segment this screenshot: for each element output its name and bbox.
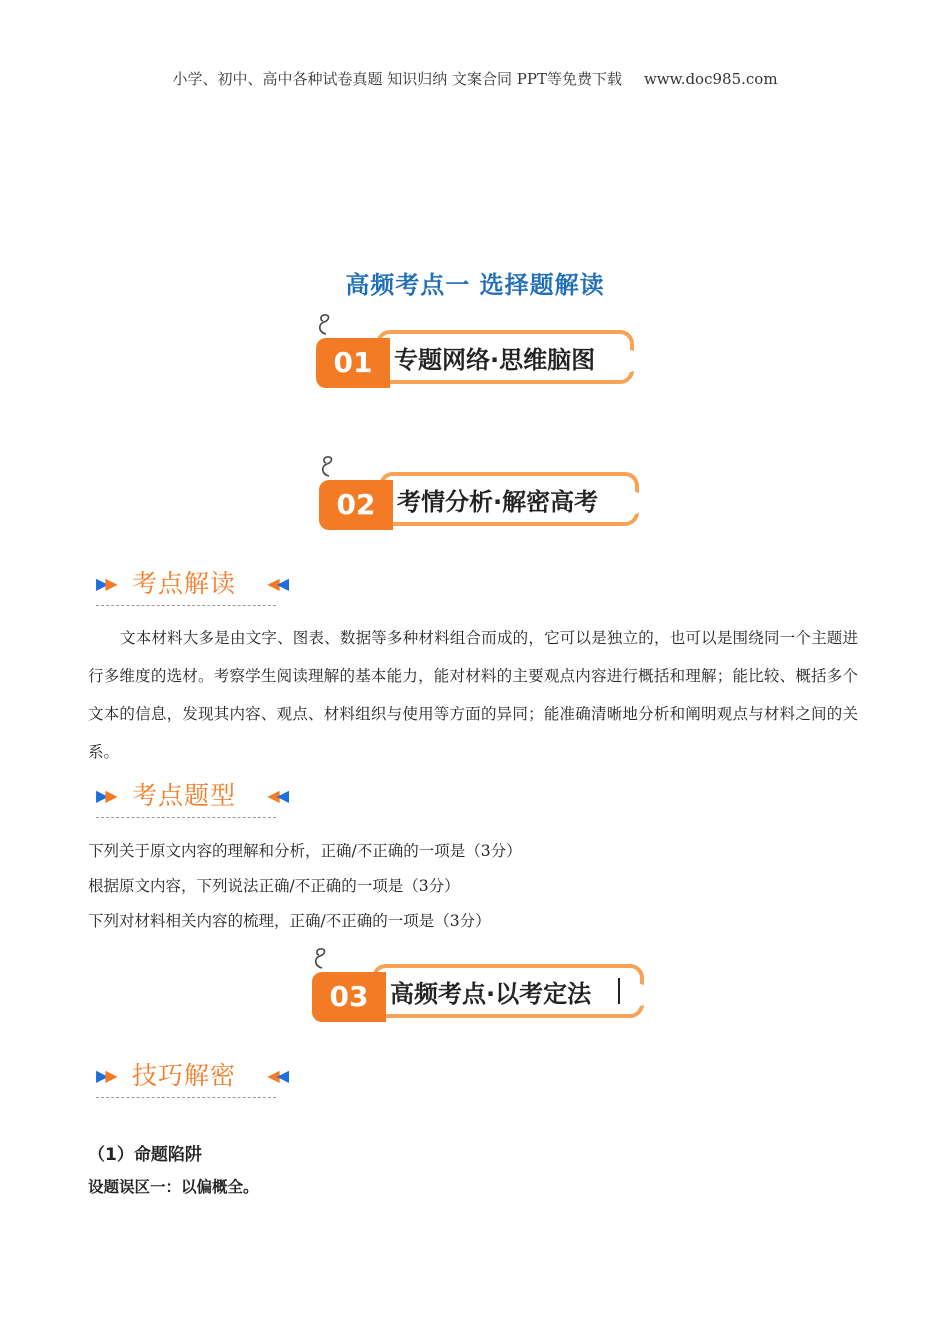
document-title: 高频考点一 选择题解读 [345, 271, 605, 299]
banner-number: 03 [312, 972, 386, 1022]
page-header [0, 68, 950, 89]
banner-label: 考情分析·解密高考 [397, 488, 599, 516]
list-item: 下列关于原文内容的理解和分析，正确/不正确的一项是（3分） [88, 842, 522, 860]
hook-icon [317, 454, 337, 478]
banner-number: 02 [319, 480, 393, 530]
hook-icon [314, 312, 334, 336]
double-arrow-right-icon: ▶▶ [96, 1066, 115, 1085]
question-type-list [88, 834, 522, 939]
dashed-divider [96, 817, 276, 818]
text-cursor [618, 978, 620, 1004]
double-arrow-right-icon: ▶▶ [96, 786, 115, 805]
section-heading-reading [96, 564, 286, 608]
section-heading-text: 考点题型 [132, 781, 237, 810]
banner-number: 01 [316, 338, 390, 388]
dashed-divider [96, 1097, 276, 1098]
list-item: 下列对材料相关内容的梳理，正确/不正确的一项是（3分） [88, 912, 491, 930]
hook-icon [310, 946, 330, 970]
section-heading-question-types [96, 776, 286, 820]
list-item: 根据原文内容，下列说法正确/不正确的一项是（3分） [88, 877, 460, 895]
dashed-divider [96, 605, 276, 606]
section-heading-tips [96, 1056, 286, 1100]
reading-paragraph: 文本材料大多是由文字、图表、数据等多种材料组合而成的，它可以是独立的，也可以是围绕同一个主题进行多维度的选材。考察学生阅读理解的基本能力，能对材料的主要观点内容进行概括和理解；能比较、概括多个文本的信息，发现其内容、观点、材料组织与使用等方面的异同；能准确清晰地分析和阐明观点与材料之间的关系。 [88, 629, 858, 761]
double-arrow-left-icon: ◀◀ [267, 786, 286, 805]
double-arrow-left-icon: ◀◀ [267, 574, 286, 593]
double-arrow-right-icon: ▶▶ [96, 574, 115, 593]
double-arrow-left-icon: ◀◀ [267, 1066, 286, 1085]
banner-02 [319, 472, 639, 532]
header-slogan: 小学、初中、高中各种试卷真题 知识归纳 文案合同 PPT等免费下载 [172, 70, 622, 88]
tips-item: 设题误区一：以偏概全。 [88, 1178, 259, 1196]
banner-label: 专题网络·思维脑图 [394, 346, 596, 374]
banner-label: 高频考点·以考定法 [390, 980, 592, 1008]
banner-01 [316, 330, 634, 390]
banner-03 [312, 964, 644, 1024]
header-site[interactable]: www.doc985.com [643, 70, 778, 88]
section-heading-text: 技巧解密 [132, 1061, 237, 1090]
tips-subheading: （1）命题陷阱 [88, 1145, 202, 1165]
section-heading-text: 考点解读 [132, 569, 237, 598]
